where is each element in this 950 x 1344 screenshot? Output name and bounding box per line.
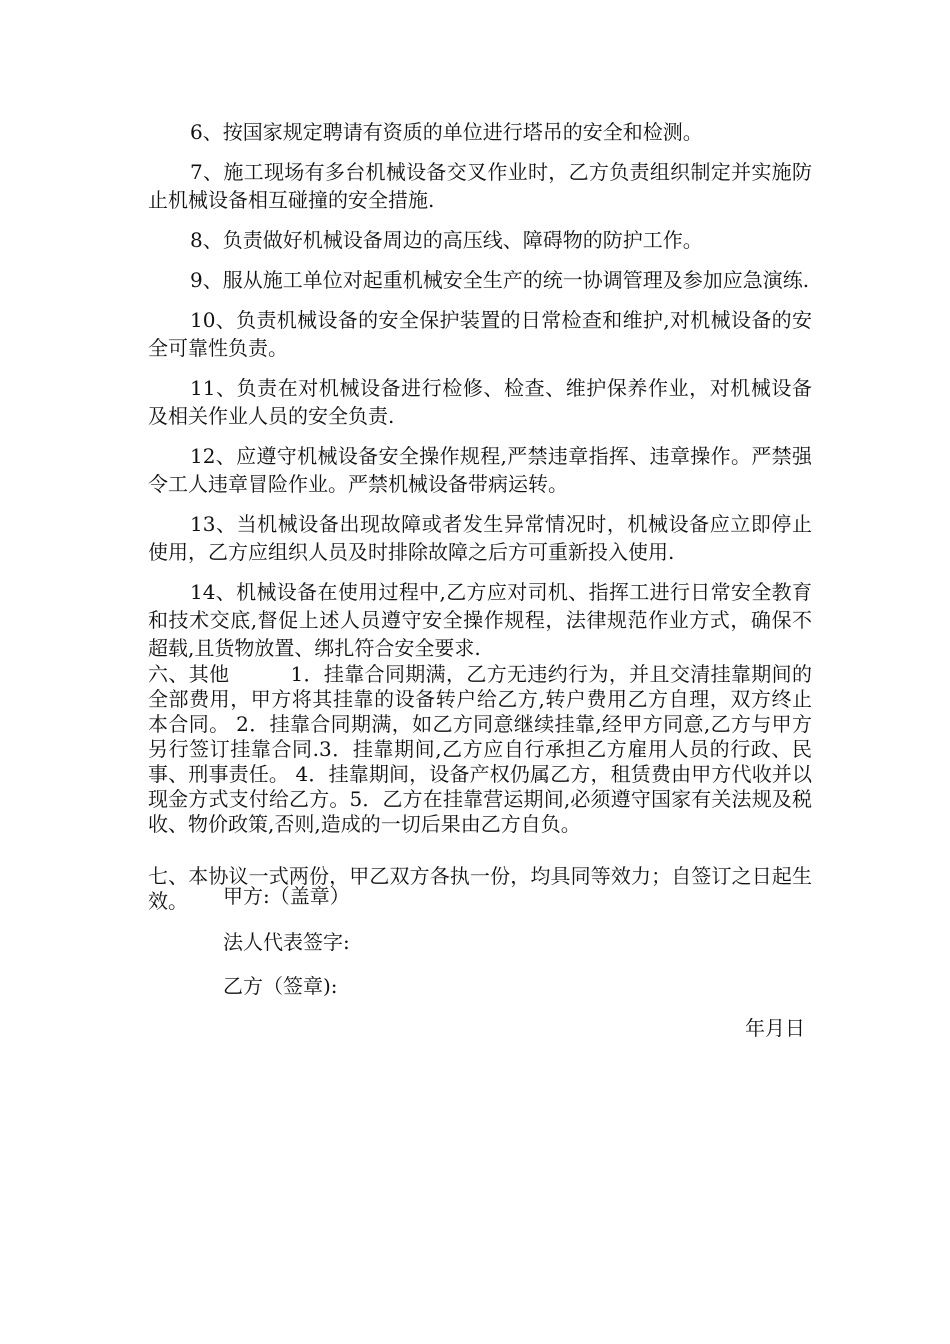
clause-11: 11、负责在对机械设备进行检修、检查、维护保养作业，对机械设备及相关作业人员的安全负责. <box>148 376 812 428</box>
date-label: 年月日 <box>745 1016 805 1040</box>
clause-7: 7、施工现场有多台机械设备交叉作业时，乙方负责组织制定并实施防止机械设备相互碰撞的安全措施. <box>148 160 812 212</box>
clause-6: 6、按国家规定聘请有资质的单位进行塔吊的安全和检测。 <box>190 120 703 144</box>
document-body <box>148 118 812 914</box>
section-7-copies: 七、本协议一式两份，甲乙双方各执一份，均具同等效力；自签订之日起生效。 <box>148 864 812 913</box>
party-a-seal-label: 甲方:（盖章） <box>223 884 350 908</box>
clause-8: 8、负责做好机械设备周边的高压线、障碍物的防护工作。 <box>190 228 703 252</box>
clause-13: 13、当机械设备出现故障或者发生异常情况时，机械设备应立即停止使用，乙方应组织人员及时排除故障之后方可重新投入使用. <box>148 512 812 564</box>
section-6-other: 六、其他 1．挂靠合同期满，乙方无违约行为，并且交清挂靠期间的全部费用，甲方将其挂靠的设备转户给乙方,转户费用乙方自理，双方终止本合同。 2．挂靠合同期满，如乙方同意继续挂靠,经甲方同意,乙方与甲方另行签订挂靠合同.3．挂靠期间,乙方应自行承担乙方雇用人员的行政、民事、刑事责任。 4．挂靠期间，设备产权仍属乙方，租赁费由甲方代收并以现金方式支付给乙方。5．乙方在挂靠营运期间,必须遵守国家有关法规及税收、物价政策,否则,造成的一切后果由乙方自负。 <box>148 662 812 836</box>
clause-9: 9、服从施工单位对起重机械安全生产的统一协调管理及参加应急演练. <box>190 268 810 292</box>
party-b-seal-label: 乙方（签章): <box>223 974 338 998</box>
legal-rep-signature-label: 法人代表签字: <box>223 930 350 954</box>
clause-12: 12、应遵守机械设备安全操作规程,严禁违章指挥、违章操作。严禁强令工人违章冒险作业。严禁机械设备带病运转。 <box>148 444 812 496</box>
clause-10: 10、负责机械设备的安全保护装置的日常检查和维护,对机械设备的安全可靠性负责。 <box>148 308 812 360</box>
section-gap <box>148 837 812 864</box>
clause-14: 14、机械设备在使用过程中,乙方应对司机、指挥工进行日常安全教育和技术交底,督促上述人员遵守安全操作规程，法律规范作业方式，确保不超载,且货物放置、绑扎符合安全要求. <box>148 580 812 660</box>
